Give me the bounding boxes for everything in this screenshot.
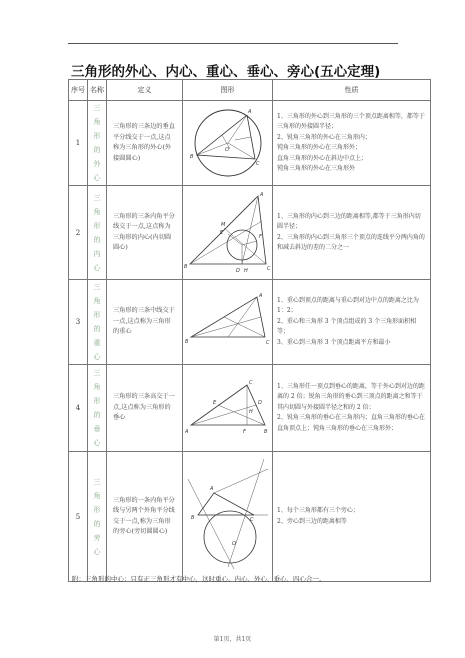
excenter-figure [183, 452, 273, 582]
fig4-label: F [242, 429, 246, 435]
fig4-label: H [248, 409, 253, 415]
fig2-label: M [220, 221, 225, 228]
fig3-label: C [265, 340, 269, 346]
fig2-label: A [259, 191, 263, 198]
row-number: 1 [69, 101, 88, 186]
fig5-label: O [231, 540, 236, 547]
page-footer: 第1页，共1页 [213, 636, 252, 643]
incenter-figure [183, 186, 273, 280]
fig4-label: B [263, 429, 267, 435]
property-line: 1、重心到顶点的距离与重心到对边中点的距离之比为 1：2； [277, 296, 419, 315]
property-line: 钝角三角形的外心在三角形外； [277, 144, 362, 151]
fig5-label: C [249, 516, 253, 523]
fig1-label: B [189, 154, 193, 160]
fig4-label: E [212, 400, 216, 406]
row-name [88, 186, 107, 280]
table-row [69, 101, 431, 186]
fig2-label: H [243, 267, 248, 274]
row-name-text: 三角形的内心 [93, 193, 101, 272]
row-number: 2 [69, 186, 88, 280]
property-line: 2、锐角三角形的垂心在三角形内；直角三角形的垂心在直角顶点上；钝角三角形的垂心在三角形外； [277, 414, 425, 432]
row-definition: 三角形的三条内角平分线交于一点,这点称为三角形的内心(内切圆圆心) [107, 186, 183, 280]
header-prop: 性质 [273, 80, 431, 101]
fig1-label: A [247, 109, 251, 115]
orthocenter-figure [183, 365, 273, 452]
fig2-label: C [266, 265, 270, 272]
row-name-text: 三角形的外心 [93, 104, 101, 182]
property-line: 1、三角形的外心到三角形的三个顶点距离相等，都等于三角形的外接圆半径； [277, 112, 425, 130]
property-line: 2、锐角三角形的外心在三角形内； [277, 133, 371, 141]
row-definition: 三角形的三条中线交于一点,这点称为三角形的重心 [107, 280, 183, 365]
table-header-row [69, 80, 431, 101]
row-definition: 三角形的一条内角平分线与另两个外角平分线交于一点,称为三角形的旁心(旁切圆圆心) [107, 452, 183, 582]
page-title: 三角形的外心、内心、重心、垂心、旁心(五心定理) [71, 64, 381, 80]
table-row [69, 365, 431, 452]
fig2-label: E [219, 229, 223, 236]
theorem-table [68, 79, 431, 582]
table-row [69, 186, 431, 280]
fig4-label: D [257, 400, 262, 406]
footnote: 附：三角形的中心：只有正三角形才有中心，这时重心、内心、外心、垂心、四心合一。 [72, 575, 326, 583]
row-name-text: 三角形的垂心 [93, 369, 101, 447]
row-name [88, 101, 107, 186]
row-name-text: 三角形的旁心 [93, 477, 101, 556]
row-name-text: 三角形的重心 [93, 283, 101, 361]
property-line: 钝角三角形的外心在三角形外 [277, 165, 356, 172]
row-definition: 三角形的三条边的垂直平分线交于一点,这点称为三角形的外心(外接圆圆心) [107, 101, 183, 186]
row-properties [273, 280, 431, 365]
header-name: 名称 [88, 80, 107, 101]
fig2-label: F [258, 233, 262, 240]
fig3-label: A [258, 293, 262, 299]
row-name [88, 365, 107, 452]
top-rule [68, 43, 398, 44]
fig3-label: B [184, 339, 188, 345]
row-number: 3 [69, 280, 88, 365]
row-name [88, 452, 107, 582]
fig1-label: C [255, 161, 259, 167]
property-line: 2、旁心到三边的距离相等 [277, 517, 347, 525]
row-properties [273, 186, 431, 280]
row-properties [273, 452, 431, 582]
row-properties [273, 365, 431, 452]
property-line: 1、每个三角形都有三个旁心； [277, 507, 359, 514]
row-number: 5 [69, 452, 88, 582]
property-line: 1、三角形的内心到三边的距离相等,都等于三角形内切圆半径； [277, 212, 421, 230]
fig4-label: A [184, 429, 188, 435]
property-line: 2、三角形的内心到三角形三个顶点的连线平分两内角的和减去斜边的差的二分之一 [277, 233, 425, 251]
table-row [69, 280, 431, 365]
row-name [88, 280, 107, 365]
fig4-label: C [248, 380, 252, 386]
property-line: 2、重心和三角形 3 个顶点组成的 3 个三角形面积相等； [277, 317, 417, 336]
row-properties [273, 101, 431, 186]
property-line: 1、三角形任一顶点到垂心的距离，等于外心到对边的距离的 2 倍；锐角三角形的垂心到三顶点的距离之和等于其内切圆与外接圆半径之和的 2 倍； [277, 382, 425, 411]
fig2-label: B [183, 263, 187, 270]
property-line: 3、重心到三角形 3 个顶点距离平方和最小 [277, 338, 391, 346]
centroid-figure [183, 280, 273, 365]
property-line: 直角三角形的外心在斜边中点上； [277, 154, 368, 162]
header-fig: 图形 [183, 80, 273, 101]
fig5-label: A [209, 485, 213, 492]
row-number: 4 [69, 365, 88, 452]
row-definition: 三角形的三条高交于一点,这点称为三角形的垂心 [107, 365, 183, 452]
fig5-label: B [190, 514, 194, 521]
fig1-label: O [224, 147, 229, 153]
fig2-label: D [235, 267, 240, 274]
header-no: 序号 [69, 80, 88, 101]
circumcenter-figure [183, 101, 273, 186]
header-def: 定义 [107, 80, 183, 101]
table-row [69, 452, 431, 582]
